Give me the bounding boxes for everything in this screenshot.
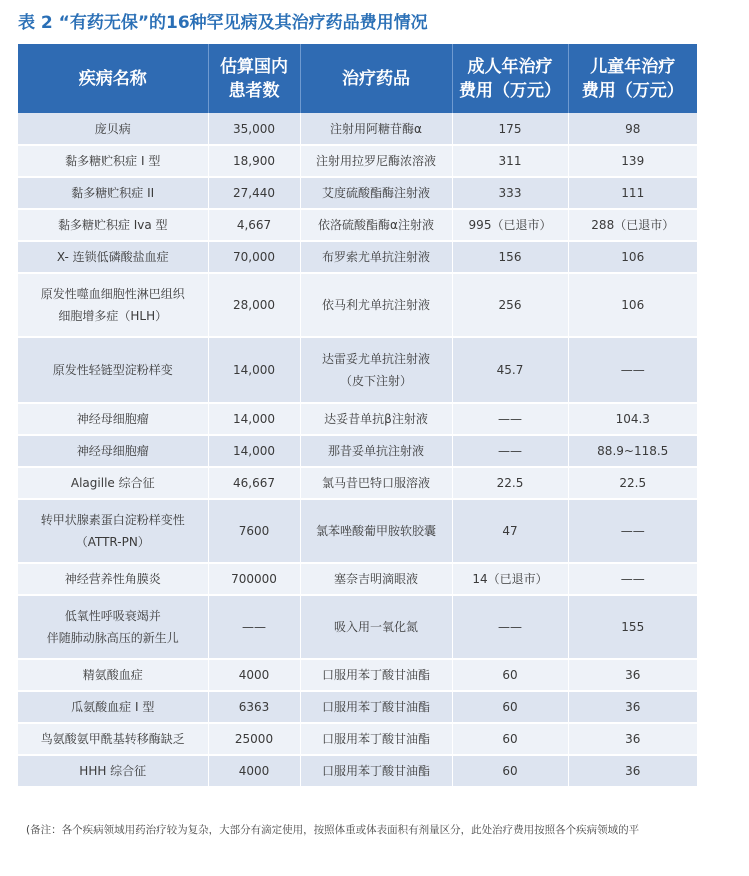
patient-count-cell: 27,440 (208, 177, 300, 209)
footnote: (备注：各个疾病领域用药治疗较为复杂，大部分有滴定使用，按照体重或体表面积有剂量区分，此处治疗费用按照各个疾病领域的平 (26, 824, 640, 836)
disease-name-cell: 鸟氨酸氨甲酰基转移酶缺乏 (18, 723, 208, 755)
rare-disease-table-container (18, 44, 697, 788)
treatment-drug-cell: 那昔妥单抗注射液 (300, 435, 452, 467)
treatment-drug-cell: 口服用苯丁酸甘油酯 (300, 691, 452, 723)
table-row (18, 723, 697, 755)
child-cost-cell: 36 (568, 691, 697, 723)
adult-cost-cell: 14（已退市） (452, 563, 568, 595)
treatment-drug-cell: 艾度硫酸酯酶注射液 (300, 177, 452, 209)
treatment-drug-cell: 氯马昔巴特口服溶液 (300, 467, 452, 499)
adult-cost-cell: 175 (452, 113, 568, 145)
table-row (18, 435, 697, 467)
rare-disease-cost-table (18, 44, 697, 788)
disease-name-cell: 神经营养性角膜炎 (18, 563, 208, 595)
table-row (18, 755, 697, 787)
disease-name-cell: 庞贝病 (18, 113, 208, 145)
table-row (18, 467, 697, 499)
child-cost-cell: 22.5 (568, 467, 697, 499)
patient-count-cell: 14,000 (208, 337, 300, 403)
child-cost-cell: —— (568, 499, 697, 563)
child-cost-cell: 98 (568, 113, 697, 145)
table-row (18, 273, 697, 337)
child-cost-cell: 288（已退市） (568, 209, 697, 241)
adult-cost-cell: 60 (452, 755, 568, 787)
patient-count-cell: 6363 (208, 691, 300, 723)
adult-cost-cell: —— (452, 403, 568, 435)
child-cost-cell: 88.9~118.5 (568, 435, 697, 467)
table-row (18, 403, 697, 435)
child-cost-cell: —— (568, 563, 697, 595)
disease-name-cell: 黏多糖贮积症 I 型 (18, 145, 208, 177)
child-cost-cell: —— (568, 337, 697, 403)
table-row (18, 563, 697, 595)
child-cost-cell: 106 (568, 241, 697, 273)
adult-cost-cell: —— (452, 435, 568, 467)
disease-name-cell: 精氨酸血症 (18, 659, 208, 691)
treatment-drug-cell: 依马利尤单抗注射液 (300, 273, 452, 337)
patient-count-cell: 18,900 (208, 145, 300, 177)
disease-name-cell: 原发性噬血细胞性淋巴组织 细胞增多症（HLH） (18, 273, 208, 337)
table-row (18, 499, 697, 563)
treatment-drug-cell: 注射用阿糖苷酶α (300, 113, 452, 145)
adult-cost-cell: 256 (452, 273, 568, 337)
footnote-fade (26, 840, 726, 858)
child-cost-cell: 106 (568, 273, 697, 337)
treatment-drug-cell: 口服用苯丁酸甘油酯 (300, 755, 452, 787)
table-header-row (18, 44, 697, 113)
header-child-cost: 儿童年治疗 费用（万元） (568, 44, 697, 113)
disease-name-cell: 黏多糖贮积症 Iva 型 (18, 209, 208, 241)
patient-count-cell: 14,000 (208, 435, 300, 467)
adult-cost-cell: 45.7 (452, 337, 568, 403)
treatment-drug-cell: 注射用拉罗尼酶浓溶液 (300, 145, 452, 177)
child-cost-cell: 36 (568, 659, 697, 691)
patient-count-cell: 4000 (208, 659, 300, 691)
treatment-drug-cell: 口服用苯丁酸甘油酯 (300, 659, 452, 691)
table-row (18, 337, 697, 403)
disease-name-cell: 黏多糖贮积症 II (18, 177, 208, 209)
patient-count-cell: 7600 (208, 499, 300, 563)
disease-name-cell: 神经母细胞瘤 (18, 435, 208, 467)
patient-count-cell: 28,000 (208, 273, 300, 337)
disease-name-cell: 转甲状腺素蛋白淀粉样变性 （ATTR-PN） (18, 499, 208, 563)
header-adult-cost: 成人年治疗 费用（万元） (452, 44, 568, 113)
treatment-drug-cell: 口服用苯丁酸甘油酯 (300, 723, 452, 755)
header-disease-name: 疾病名称 (18, 44, 208, 113)
disease-name-cell: 原发性轻链型淀粉样变 (18, 337, 208, 403)
child-cost-cell: 104.3 (568, 403, 697, 435)
child-cost-cell: 36 (568, 723, 697, 755)
child-cost-cell: 36 (568, 755, 697, 787)
disease-name-cell: HHH 综合征 (18, 755, 208, 787)
treatment-drug-cell: 达雷妥尤单抗注射液 （皮下注射） (300, 337, 452, 403)
table-row (18, 659, 697, 691)
adult-cost-cell: 995（已退市） (452, 209, 568, 241)
table-row (18, 595, 697, 659)
patient-count-cell: —— (208, 595, 300, 659)
adult-cost-cell: 22.5 (452, 467, 568, 499)
disease-name-cell: Alagille 综合征 (18, 467, 208, 499)
table-row (18, 209, 697, 241)
patient-count-cell: 700000 (208, 563, 300, 595)
adult-cost-cell: 156 (452, 241, 568, 273)
patient-count-cell: 4,667 (208, 209, 300, 241)
patient-count-cell: 4000 (208, 755, 300, 787)
table-row (18, 691, 697, 723)
disease-name-cell: 瓜氨酸血症 I 型 (18, 691, 208, 723)
child-cost-cell: 111 (568, 177, 697, 209)
table-row (18, 113, 697, 145)
disease-name-cell: X- 连锁低磷酸盐血症 (18, 241, 208, 273)
treatment-drug-cell: 布罗索尤单抗注射液 (300, 241, 452, 273)
disease-name-cell: 低氧性呼吸衰竭并 伴随肺动脉高压的新生儿 (18, 595, 208, 659)
patient-count-cell: 70,000 (208, 241, 300, 273)
patient-count-cell: 46,667 (208, 467, 300, 499)
adult-cost-cell: 311 (452, 145, 568, 177)
patient-count-cell: 14,000 (208, 403, 300, 435)
adult-cost-cell: 60 (452, 659, 568, 691)
adult-cost-cell: —— (452, 595, 568, 659)
header-patient-count: 估算国内 患者数 (208, 44, 300, 113)
disease-name-cell: 神经母细胞瘤 (18, 403, 208, 435)
table-row (18, 145, 697, 177)
treatment-drug-cell: 依洛硫酸酯酶α注射液 (300, 209, 452, 241)
child-cost-cell: 155 (568, 595, 697, 659)
adult-cost-cell: 60 (452, 691, 568, 723)
table-row (18, 241, 697, 273)
table-row (18, 177, 697, 209)
header-treatment-drug: 治疗药品 (300, 44, 452, 113)
treatment-drug-cell: 吸入用一氧化氮 (300, 595, 452, 659)
patient-count-cell: 25000 (208, 723, 300, 755)
child-cost-cell: 139 (568, 145, 697, 177)
adult-cost-cell: 60 (452, 723, 568, 755)
table-title: 表 2 “有药无保”的16种罕见病及其治疗药品费用情况 (18, 13, 428, 33)
treatment-drug-cell: 塞奈吉明滴眼液 (300, 563, 452, 595)
adult-cost-cell: 47 (452, 499, 568, 563)
patient-count-cell: 35,000 (208, 113, 300, 145)
treatment-drug-cell: 达妥昔单抗β注射液 (300, 403, 452, 435)
treatment-drug-cell: 氯苯唑酸葡甲胺软胶囊 (300, 499, 452, 563)
adult-cost-cell: 333 (452, 177, 568, 209)
